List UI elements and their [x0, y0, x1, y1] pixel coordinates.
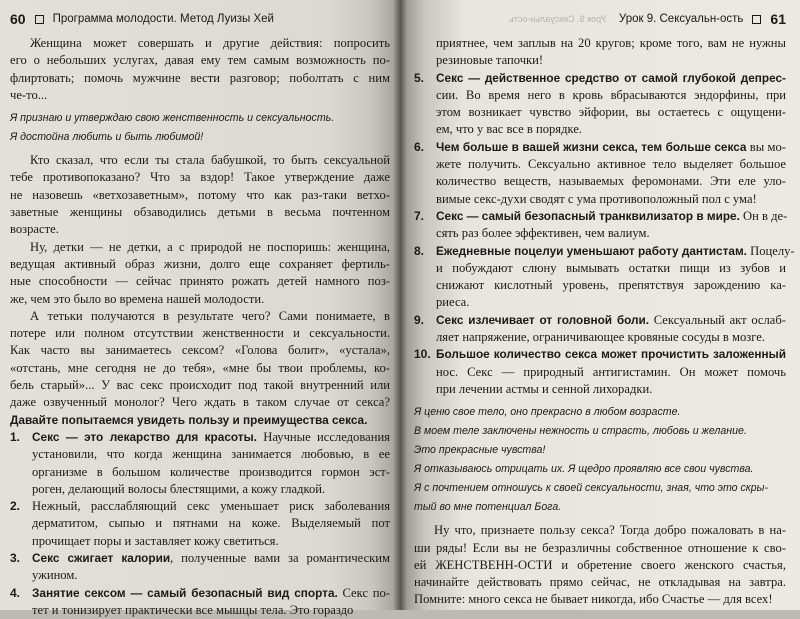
text-line: не назовешь «ветхозаветным», потому что как раз-таки ветхо-	[10, 187, 390, 202]
text-line: количество веществ, называемых феромонами. Эти еле уло-	[436, 174, 786, 189]
text-line: Ну, детки — не детки, а с природой не поспоришь: женщина,	[30, 239, 390, 254]
text-line: Женщина может совершать и другие действия: попросить	[30, 36, 390, 50]
square-bullet-icon	[35, 15, 44, 24]
text-line: Секс по-	[337, 585, 390, 600]
carry-over-paragraph	[414, 35, 786, 70]
list-item-bold: Ежедневные поцелуи уменьшают работу дантистам.	[436, 243, 747, 258]
affirmation-line: тый во мне потенциал Бога.	[414, 501, 562, 514]
text-line: потере или полном отсутствии женственности и сексуальности.	[10, 326, 390, 341]
list-item-bold: Занятие сексом — самый безопасный вид спорта.	[32, 585, 338, 600]
affirmation-line: Я отказываюсь отрицать их. Я щедро проявляю все свои чувства.	[414, 463, 754, 476]
list-item-number: 1.	[10, 429, 21, 444]
text-line: нос. Секс — природный антигистамин. Он может помочь	[436, 364, 786, 379]
paragraph	[10, 152, 390, 238]
list-item-number: 2.	[10, 499, 21, 514]
list-item-number: 8.	[414, 243, 425, 258]
text-line: ши ряды! Если вы не безразличны собственное отношение к сво-	[414, 540, 786, 555]
text-line: Ну что, признаете пользу секса? Тогда добро пожаловать в на-	[434, 523, 786, 538]
text-line: дерматитом, сыпью и пятнами на коже. Выделяемый пот	[32, 516, 390, 531]
list-item-number: 10.	[414, 347, 431, 362]
text-line: ведущая активный образ жизни, долго еще сохраняет фертиль-	[10, 256, 390, 271]
text-line: Нежный, расслабляющий секс уменьшает риск заболевания	[32, 499, 390, 514]
text-line: и побуждают слюну вымывать остатки пищи из зубов и	[436, 260, 786, 275]
right-body-text	[414, 35, 795, 609]
text-line: «отстань, мне сегодня не до тебя», «мне бы твои проблемы, ко-	[10, 360, 390, 375]
list-item	[10, 585, 390, 619]
text-line: Сексуальный акт ослаб-	[649, 312, 786, 327]
list-item-bold: Секс — действенное средство от самой глубокой депрес-	[436, 70, 786, 85]
left-page	[0, 0, 400, 617]
list-item	[414, 139, 786, 208]
text-line: организме в большом количестве производится гормон эст-	[32, 464, 390, 479]
text-line: Помните: много секса не бывает никогда, ибо Счастье — для всех!	[414, 592, 773, 607]
text-line: возрасте.	[10, 222, 59, 237]
text-line: риеса.	[436, 295, 470, 310]
text-line: жете получить. Сексуально активное тело выделяет большое	[436, 157, 786, 172]
text-line: роген, делающий волосы блестящими, а кожу гладкой.	[32, 481, 326, 496]
book-gutter-shadow	[393, 0, 407, 610]
affirmation-line: Я с почтением отношусь к своей сексуальности, зная, что это скры-	[414, 482, 769, 495]
affirmation-line: Я ценю свое тело, оно прекрасно в любом возрасте.	[414, 406, 681, 419]
text-line: резиновые тапочки!	[436, 53, 544, 68]
affirmation-line: Я достойна любить и быть любимой!	[10, 131, 204, 144]
text-line: при лечении астмы и сенной лихорадки.	[436, 381, 653, 396]
text-line: прочищает поры и заставляет кожу светиться.	[32, 533, 279, 548]
list-item	[414, 346, 786, 398]
text-line: даже озвученный монолог? Чего ждать в таком случае от секса?	[10, 395, 390, 410]
text-line: сии. Во время него в кровь вбрасываются эндорфины, при	[436, 87, 786, 102]
list-item-number: 6.	[414, 139, 425, 154]
right-running-head-text: Урок 9. Сексуальн-ость	[618, 13, 744, 25]
text-line: Как часто вы занимаетесь сексом? «Голова болит», «устала»,	[10, 343, 390, 358]
list-item-bold: Секс излечивает от головной боли.	[436, 312, 650, 327]
text-line: че-то...	[10, 87, 48, 102]
paragraph	[10, 308, 390, 429]
list-item-number: 7.	[414, 208, 425, 223]
affirmation-line: Я признаю и утверждаю свою женственность и сексуальность.	[10, 112, 335, 125]
list-item-number: 5.	[414, 70, 425, 85]
text-line: приятнее, чем заплыв на 20 кругов; кроме того, вам не нужны	[436, 36, 786, 50]
affirmations-block	[414, 403, 786, 517]
page-number-left: 60	[10, 11, 26, 27]
right-running-header	[414, 9, 786, 29]
text-line: флиртовать; помочь мужчине вести разговор; поболтать с ним	[10, 70, 390, 85]
text-line: , полученные вами за романтическим	[170, 551, 390, 566]
square-bullet-icon	[752, 15, 761, 24]
list-item	[10, 498, 390, 550]
left-body-text	[10, 35, 390, 619]
text-line: этом возникает чувство эйфории, вы остаетесь с ощущени-	[436, 105, 786, 120]
list-item	[414, 312, 786, 347]
text-line: вы мо-	[746, 139, 786, 154]
text-line: А тетьки получаются в результате чего? Сами понимаете, в	[30, 308, 390, 323]
text-line: ужином.	[32, 568, 78, 583]
list-item	[414, 208, 786, 243]
list-item-number: 9.	[414, 312, 425, 327]
text-line: сять раз более эффективен, чем валиум.	[436, 226, 650, 241]
list-item	[414, 70, 786, 139]
text-line: ные способности — сейчас принято рожать детей намного поз-	[10, 274, 390, 289]
affirmation-line: В моем теле заключены нежность и страсть, любовь и желание.	[414, 425, 747, 438]
list-item-bold: Секс сжигает калории	[32, 551, 171, 566]
list-item	[414, 243, 795, 312]
text-line: установили, что когда женщина занимается любовью, в ее	[32, 447, 390, 462]
text-line: ей ЖЕНСТВЕНН-ОСТИ и обретение своего женского счастья,	[414, 557, 786, 572]
list-item-bold: Чем больше в вашей жизни секса, тем больше секса	[436, 139, 747, 154]
text-line: ляет напряжение, ограничивающее кровяные сосуды в мозге.	[436, 330, 765, 345]
text-line: Научные исследования	[256, 429, 390, 444]
list-item-number: 4.	[10, 585, 21, 600]
list-item	[10, 429, 390, 498]
list-item-bold: Большое количество секса может прочистить заложенный	[436, 347, 786, 362]
left-running-head-text: Программа молодости. Метод Луизы Хей	[52, 13, 274, 25]
closing-paragraph	[414, 522, 786, 608]
page-number-right: 61	[770, 11, 786, 27]
text-line: Кто сказал, что если ты стала бабушкой, то быть сексуальной	[30, 153, 390, 168]
text-line: тет и тонизирует практически все мышцы тела. Это гораздо	[32, 602, 354, 617]
text-line: же, чем это было во времена нашей молодости.	[10, 291, 265, 306]
text-line: вимые секс-духи сводят с ума противоположный пол с ума!	[436, 191, 757, 206]
text-line: Поцелу-	[746, 243, 795, 258]
text-line: его о небольших услугах, давая ему тем самым возможность по-	[10, 53, 390, 68]
text-line: бель старый»... У вас секс происходит под такой внутренний или	[10, 378, 390, 393]
list-item-number: 3.	[10, 551, 21, 566]
intro-paragraph	[10, 35, 390, 104]
list-item	[10, 550, 390, 585]
list-item-bold: Секс — самый безопасный транквилизатор в мире.	[436, 208, 740, 223]
bleed-through-text: Урок 9. Сексуальн-ость	[509, 14, 607, 24]
list-item-bold: Секс — это лекарство для красоты.	[32, 429, 257, 444]
affirmation-line: Это прекрасные чувства!	[414, 444, 546, 457]
text-line: начинайте действовать прямо сейчас, не откладывая на завтра.	[414, 575, 786, 590]
paragraph	[10, 239, 390, 308]
text-line: тебе противопоказано? Что за вздор! Такое утверждение даже	[10, 170, 390, 185]
left-running-header	[10, 9, 390, 29]
text-line: Давайте попытаемся увидеть пользу и преимущества секса.	[10, 412, 368, 427]
text-line: снижают кислотный уровень, препятствуя зарождению ка-	[436, 278, 786, 293]
text-line: Он в де-	[739, 208, 788, 223]
text-line: заветные женщины обзаводились детьми в весьма почтенном	[10, 205, 390, 220]
text-line: ем, что у вас все в порядке.	[436, 122, 583, 137]
right-page	[400, 0, 800, 610]
